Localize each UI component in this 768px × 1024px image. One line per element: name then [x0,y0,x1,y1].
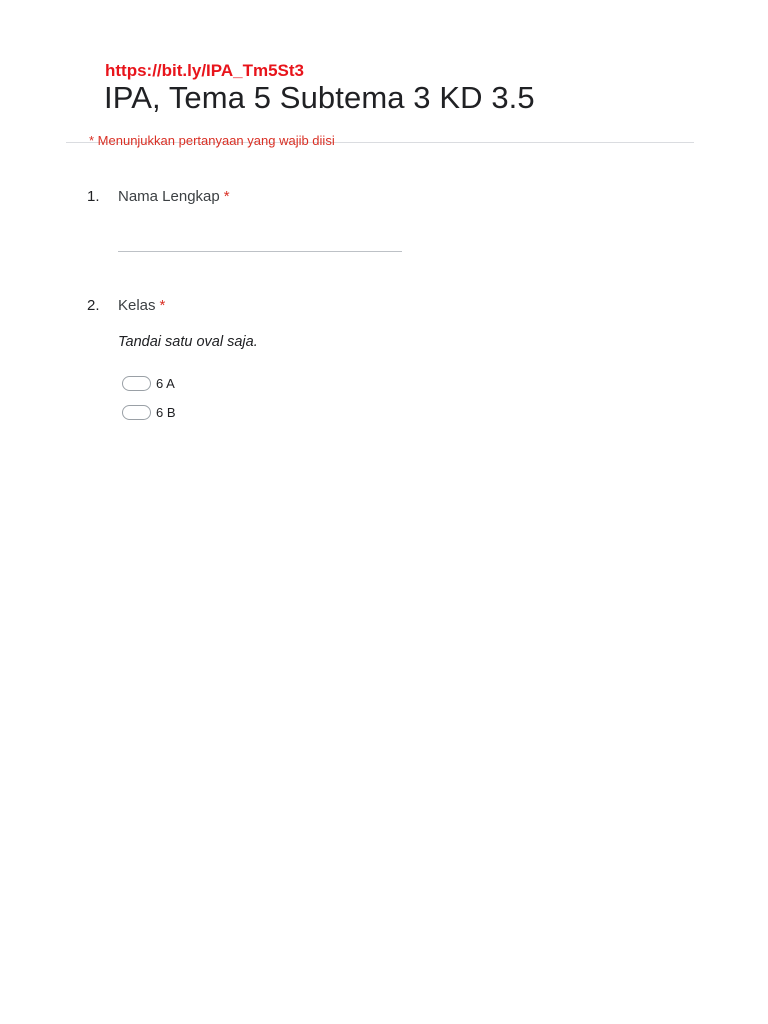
question-2-instruction: Tandai satu oval saja. [118,334,258,350]
required-note: * Menunjukkan pertanyaan yang wajib diisi [89,133,335,148]
question-1-label [118,188,230,205]
option-6b[interactable] [122,402,176,422]
question-1-text: Nama Lengkap [118,188,220,205]
option-6a-label: 6 A [156,375,175,391]
form-title: IPA, Tema 5 Subtema 3 KD 3.5 [104,80,535,115]
question-2-required-mark: * [159,297,166,314]
oval-radio-icon[interactable] [122,376,151,391]
question-2-label [118,297,165,314]
question-1-number: 1. [87,188,100,205]
name-answer-line[interactable] [118,251,402,252]
question-2-number: 2. [87,297,100,314]
question-2-text: Kelas [118,297,156,314]
question-1-required-mark: * [223,188,230,205]
option-6a[interactable] [122,373,175,393]
oval-radio-icon[interactable] [122,405,151,420]
form-link[interactable]: https://bit.ly/IPA_Tm5St3 [105,61,304,80]
option-6b-label: 6 B [156,404,176,420]
